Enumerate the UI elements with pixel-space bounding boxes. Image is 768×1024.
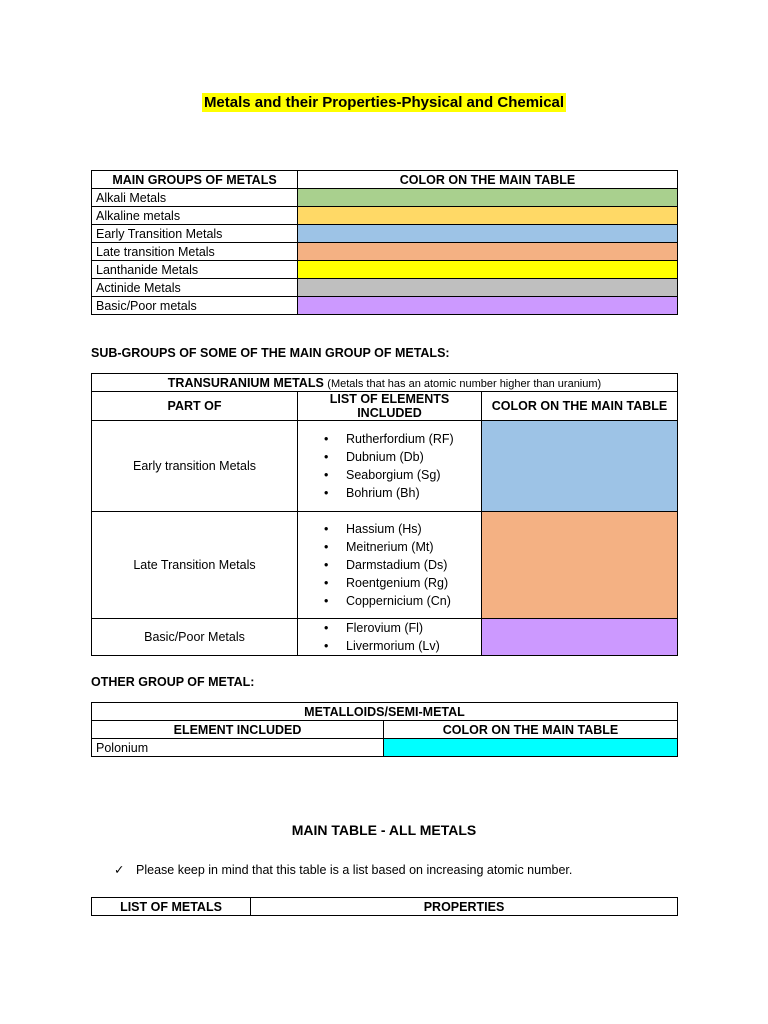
other-group-heading: OTHER GROUP OF METAL:: [91, 675, 255, 689]
color-swatch: [298, 225, 678, 243]
table-header-row: [92, 898, 678, 916]
part-of: Late Transition Metals: [92, 512, 298, 619]
list-item: • Seaborgium (Sg): [298, 466, 481, 484]
header-color: COLOR ON THE MAIN TABLE: [384, 721, 678, 739]
list-item: • Darmstadium (Ds): [298, 556, 481, 574]
header-properties: PROPERTIES: [251, 898, 678, 916]
header-part-of: PART OF: [92, 392, 298, 421]
transuranium-title-cell: [92, 374, 678, 392]
table-row: [92, 297, 678, 315]
table-header-row: [92, 171, 678, 189]
part-of: Early transition Metals: [92, 421, 298, 512]
check-icon: ✓: [114, 863, 125, 877]
table-row: [92, 261, 678, 279]
table-row: [92, 225, 678, 243]
main-table: [91, 897, 678, 916]
group-name: Alkaline metals: [92, 207, 298, 225]
page-title: Metals and their Properties-Physical and Chemical: [203, 94, 565, 111]
table-row: [92, 619, 678, 656]
group-name: Early Transition Metals: [92, 225, 298, 243]
main-groups-table: [91, 170, 678, 315]
color-swatch: [482, 619, 678, 656]
color-swatch: [298, 297, 678, 315]
table-header-row: [92, 721, 678, 739]
color-swatch: [298, 207, 678, 225]
group-name: Late transition Metals: [92, 243, 298, 261]
part-of: Basic/Poor Metals: [92, 619, 298, 656]
list-item: • Roentgenium (Rg): [298, 574, 481, 592]
list-item: • Bohrium (Bh): [298, 484, 481, 502]
table-row: [92, 189, 678, 207]
element-list-cell: [298, 619, 482, 656]
group-name: Basic/Poor metals: [92, 297, 298, 315]
table-row: [92, 279, 678, 297]
note-text: Please keep in mind that this table is a list based on increasing atomic number.: [136, 863, 573, 877]
header-color: COLOR ON THE MAIN TABLE: [298, 171, 678, 189]
header-color: COLOR ON THE MAIN TABLE: [482, 392, 678, 421]
element-list: [298, 430, 481, 502]
header-list-of-metals: LIST OF METALS: [92, 898, 251, 916]
list-item: • Meitnerium (Mt): [298, 538, 481, 556]
transuranium-title: TRANSURANIUM METALS: [167, 375, 324, 390]
subgroups-heading: SUB-GROUPS OF SOME OF THE MAIN GROUP OF METALS:: [91, 346, 450, 360]
header-elements: LIST OF ELEMENTS INCLUDED: [298, 392, 482, 421]
list-item: • Flerovium (Fl): [298, 619, 481, 637]
main-table-heading: MAIN TABLE - ALL METALS: [291, 822, 477, 838]
metalloids-table: [91, 702, 678, 757]
group-name: Alkali Metals: [92, 189, 298, 207]
color-swatch: [298, 189, 678, 207]
color-swatch: [298, 279, 678, 297]
list-item: • Coppernicium (Cn): [298, 592, 481, 610]
transuranium-note: (Metals that has an atomic number higher than uranium): [327, 377, 602, 390]
color-swatch: [482, 512, 678, 619]
metalloid-name: Polonium: [92, 739, 384, 757]
element-list-cell: [298, 512, 482, 619]
color-swatch: [298, 243, 678, 261]
table-row: [92, 739, 678, 757]
metalloids-title: METALLOIDS/SEMI-METAL: [92, 703, 678, 721]
table-header-row: [92, 392, 678, 421]
color-swatch: [384, 739, 678, 757]
table-row: [92, 207, 678, 225]
element-list: [298, 520, 481, 610]
table-row: [92, 512, 678, 619]
header-main-groups: MAIN GROUPS OF METALS: [92, 171, 298, 189]
list-item: • Dubnium (Db): [298, 448, 481, 466]
list-item: • Livermorium (Lv): [298, 637, 481, 655]
transuranium-table: [91, 373, 678, 656]
note: [114, 862, 572, 877]
page-title-wrap: [0, 94, 768, 111]
color-swatch: [298, 261, 678, 279]
header-element-included: ELEMENT INCLUDED: [92, 721, 384, 739]
table-row: [92, 243, 678, 261]
element-list-cell: [298, 421, 482, 512]
element-list: [298, 619, 481, 655]
list-item: • Hassium (Hs): [298, 520, 481, 538]
group-name: Lanthanide Metals: [92, 261, 298, 279]
color-swatch: [482, 421, 678, 512]
table-row: [92, 421, 678, 512]
group-name: Actinide Metals: [92, 279, 298, 297]
list-item: • Rutherfordium (RF): [298, 430, 481, 448]
